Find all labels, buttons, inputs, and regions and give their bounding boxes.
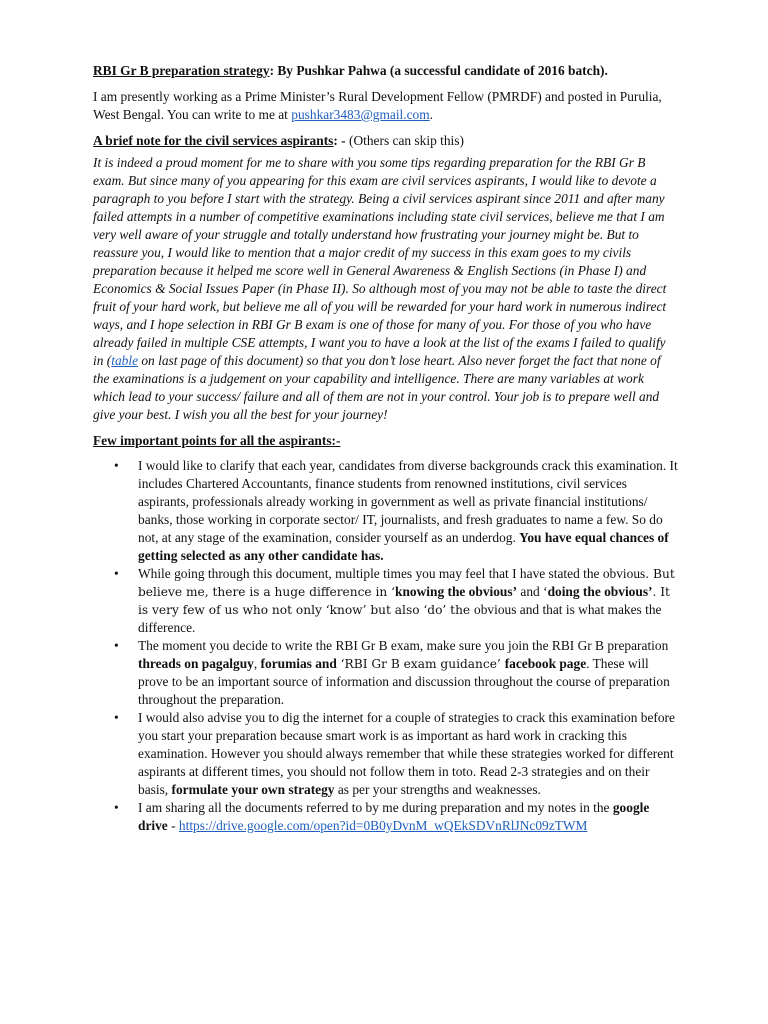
item3-bold2: forumias and	[260, 656, 337, 671]
google-drive-link[interactable]: https://drive.google.com/open?id=0B0yDvnM_wQEkSDVnRlJNc09zTWM	[178, 818, 588, 833]
item2-text-d: . It is very few of us who not only ‘know’ but also ‘do’ the	[138, 585, 670, 617]
item5-text-a: I am sharing all the documents referred to by me during preparation and my notes in the	[138, 800, 613, 815]
document-body	[93, 62, 679, 835]
item4-text-a: I would also advise you to dig the internet for a couple of strategies to crack this examination before you start your preparation because smart work is as important as hard work in cracking this examination. However you should always remember that while these strategies worked for different aspirants at different times, you should not follow them in toto. Read 2-3 strategies and on their basis,	[138, 710, 675, 797]
document-title-line	[93, 62, 679, 80]
item4-bold: formulate your own strategy	[171, 782, 335, 797]
title-colon: :	[269, 63, 278, 78]
document-title: RBI Gr B preparation strategy	[93, 63, 270, 78]
item2-text-a: While going through this document, multiple times you may feel that I have stated the obvious	[138, 566, 646, 581]
list-item	[138, 799, 679, 835]
note-text-after: on last page of this document) so that you don’t lose heart. Also never forget the fact that none of the examinations is a judgement on your capability and intelligence. There are many variables at work which lead to your success/ failure and all of them are not in your control. Your job is to prepare well and give your best. I wish you all the best for your journey!	[93, 353, 661, 422]
note-heading-suffix: : -	[333, 133, 349, 148]
item4-text-b: as per your strengths and weaknesses.	[334, 782, 541, 797]
item3-bold1: threads on pagalguy	[138, 656, 254, 671]
author-byline: By Pushkar Pahwa (a successful candidate of 2016 batch).	[277, 63, 608, 78]
item3-text-a: The moment you decide to write the RBI Gr B exam, make sure you join the RBI Gr B preparation	[138, 638, 669, 653]
item2-bold1: knowing the obvious’	[395, 584, 518, 599]
item2-text-e: obvious and that is what makes the difference.	[138, 602, 662, 635]
note-heading-line	[93, 132, 679, 150]
item2-text-c: and ‘	[517, 584, 548, 599]
item3-text-d: . These will prove to be an important source of information and discussion throughout the course of preparation throughout the preparation.	[138, 656, 670, 707]
points-heading: Few important points for all the aspirants:-	[93, 433, 341, 448]
table-link[interactable]: table	[111, 353, 139, 368]
note-heading: A brief note for the civil services aspirants	[93, 133, 334, 148]
note-text-before: It is indeed a proud moment for me to share with you some tips regarding preparation for the RBI Gr B exam. But since many of you appearing for this exam are civil services aspirants, I would like to devote a paragraph to you before I start with the strategy. Being a civil services aspirant since 2011 and after many failed attempts in a number of competitive examinations including state civil services, believe me that I am very well aware of your struggle and totally understand how frustrating your journey might be. But to reassure you, I would like to mention that a major credit of my success in this exam goes to my civils preparation because it helped me score well in General Awareness & English Sections (in Phase I) and Economics & Social Issues Paper (in Phase II). So although most of you may not be able to taste the direct fruit of your hard work, but believe me all of you will be rewarded for your hard work in numerous indirect ways, and I hope selection in RBI Gr B exam is one of those for many of you. For those of you who have already failed in multiple CSE attempts, I want you to have a look at the list of the exams I failed to qualify in (	[93, 155, 667, 368]
item3-text-c: ‘RBI Gr B exam guidance’	[336, 657, 505, 671]
email-link[interactable]: pushkar3483@gmail.com	[291, 107, 430, 122]
points-list	[93, 457, 679, 835]
intro-paragraph	[93, 88, 679, 124]
item1-bold: You have equal chances of getting selected as any other candidate has.	[138, 530, 669, 563]
list-item	[138, 637, 679, 709]
intro-end: .	[429, 107, 434, 122]
item5-bold: google drive	[138, 800, 650, 833]
list-item	[138, 709, 679, 799]
item3-text-b: ,	[253, 656, 261, 671]
list-item	[138, 457, 679, 565]
intro-text: I am presently working as a Prime Minister’s Rural Development Fellow (PMRDF) and posted in Purulia, West Bengal. You can write to me at	[93, 89, 662, 122]
points-heading-line	[93, 432, 679, 450]
item3-bold3: facebook page	[504, 656, 587, 671]
note-aside: (Others can skip this)	[349, 133, 464, 148]
list-item	[138, 565, 679, 637]
item2-text-b: . But believe me, there is a huge difference in ‘	[138, 567, 675, 599]
item1-text: I would like to clarify that each year, candidates from diverse backgrounds crack this examination. It includes Chartered Accountants, finance students from renowned institutions, civil services aspirants, professionals already working in government as well as private financial institutions/ banks, those working in corporate sector/ IT, journalists, and fresh graduates to name a few. So do not, at any stage of the examination, consider yourself as an underdog.	[138, 458, 678, 545]
item2-bold2: doing the obvious’	[547, 584, 653, 599]
item5-text-b: -	[167, 818, 179, 833]
note-paragraph	[93, 154, 679, 424]
